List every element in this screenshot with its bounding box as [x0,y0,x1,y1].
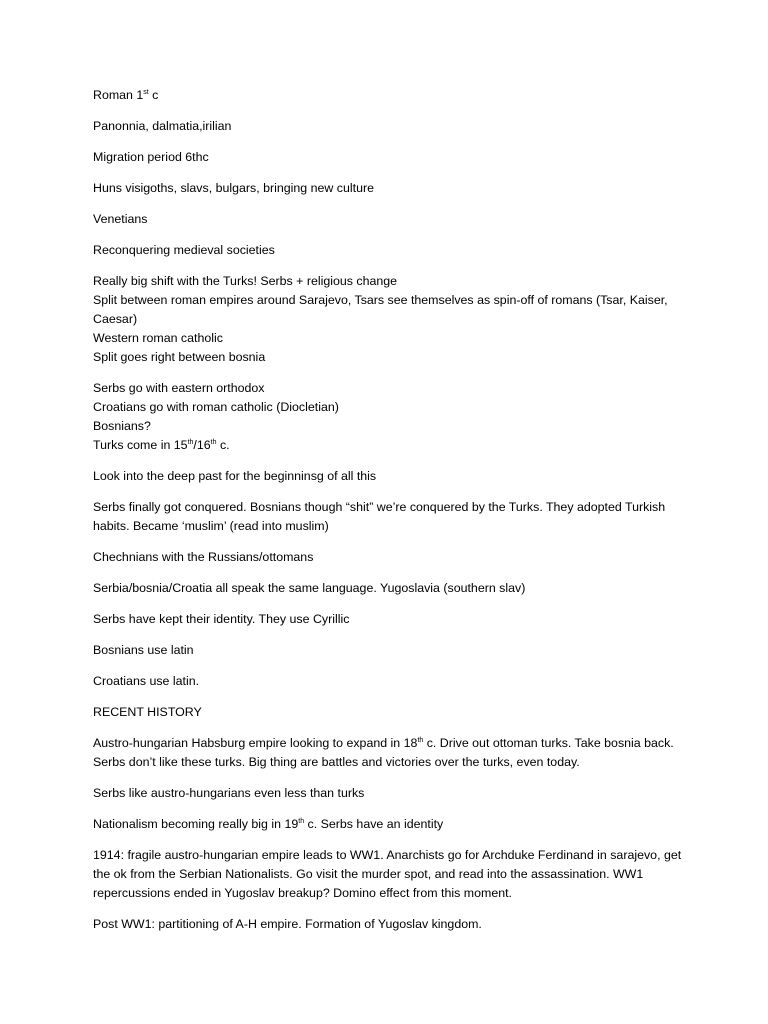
text-segment: Croatians go with roman catholic (Diocletian) [93,400,339,414]
text-line [93,579,683,598]
text-segment: c. [216,438,230,452]
paragraph [93,579,683,598]
paragraph [93,915,683,934]
paragraph [93,272,683,367]
text-line [93,148,683,167]
text-segment: Venetians [93,212,148,226]
text-line [93,117,683,136]
text-line [93,417,683,436]
text-segment: 1914: fragile austro-hungarian empire leads to WW1. Anarchists go for Archduke Ferdinand in sarajevo, get the ok from the Serbian Nationalists. Go visit the murder spot, and read into the assassination. WW1 repercussions ended in Yugoslav breakup? Domino effect from this moment. [93,848,682,900]
text-line [93,241,683,260]
paragraph [93,815,683,834]
paragraph [93,610,683,629]
notes-body [93,86,683,946]
text-line [93,672,683,691]
text-segment: Post WW1: partitioning of A-H empire. Formation of Yugoslav kingdom. [93,917,482,931]
text-segment: Serbs go with eastern orthodox [93,381,265,395]
text-line [93,210,683,229]
text-line [93,86,683,105]
text-line [93,784,683,803]
text-line [93,815,683,834]
text-line [93,272,683,291]
paragraph [93,86,683,105]
text-line [93,641,683,660]
text-segment: Austro-hungarian Habsburg empire looking to expand in 18 [93,736,418,750]
paragraph [93,467,683,486]
paragraph [93,498,683,536]
paragraph [93,241,683,260]
superscript-text: th [187,439,194,446]
text-segment: c. Drive out ottoman turks. Take bosnia back. Serbs don’t like these turks. Big thing are battles and victories over the turks, even today. [93,736,674,769]
paragraph [93,117,683,136]
text-segment: Split between roman empires around Sarajevo, Tsars see themselves as spin-off of romans (Tsar, Kaiser, Caesar) [93,293,668,326]
text-segment: Really big shift with the Turks! Serbs + religious change [93,274,398,288]
text-segment: Serbia/bosnia/Croatia all speak the same language. Yugoslavia (southern slav) [93,581,526,595]
text-line [93,734,683,772]
paragraph [93,672,683,691]
text-line [93,846,683,903]
text-line [93,610,683,629]
text-segment: c [148,88,159,102]
paragraph [93,641,683,660]
superscript-text: th [210,439,217,446]
text-segment: Bosnians? [93,419,151,433]
text-segment: Western roman catholic [93,331,223,345]
paragraph [93,379,683,455]
text-segment: Migration period 6thc [93,150,209,164]
text-line [93,915,683,934]
paragraph [93,784,683,803]
paragraph [93,210,683,229]
text-line [93,467,683,486]
text-segment: Turks come in 15 [93,438,188,452]
text-line [93,291,683,329]
text-segment: Roman 1 [93,88,144,102]
text-segment: Nationalism becoming really big in 19 [93,817,299,831]
text-segment: c. Serbs have an identity [304,817,444,831]
text-line [93,548,683,567]
text-segment: Panonnia, dalmatia,irilian [93,119,232,133]
text-segment: Serbs finally got conquered. Bosnians though “shit” we’re conquered by the Turks. They adopted Turkish habits. Became ‘muslim’ (read into muslim) [93,500,666,533]
text-segment: Look into the deep past for the beginninsg of all this [93,469,377,483]
text-segment: Split goes right between bosnia [93,350,266,364]
paragraph [93,734,683,772]
text-segment: Serbs have kept their identity. They use Cyrillic [93,612,350,626]
text-line [93,498,683,536]
paragraph [93,548,683,567]
paragraph [93,179,683,198]
text-segment: Huns visigoths, slavs, bulgars, bringing new culture [93,181,374,195]
superscript-text: th [417,737,424,744]
text-line [93,398,683,417]
text-line [93,379,683,398]
text-line [93,348,683,367]
paragraph [93,148,683,167]
text-line [93,436,683,455]
text-segment: Bosnians use latin [93,643,194,657]
text-segment: RECENT HISTORY [93,705,202,719]
text-segment: Serbs like austro-hungarians even less than turks [93,786,365,800]
text-segment: /16 [193,438,211,452]
text-line [93,329,683,348]
text-line [93,703,683,722]
paragraph [93,846,683,903]
text-segment: Chechnians with the Russians/ottomans [93,550,314,564]
text-segment: Croatians use latin. [93,674,200,688]
text-line [93,179,683,198]
superscript-text: th [298,818,305,825]
paragraph [93,703,683,722]
superscript-text: st [143,89,149,96]
text-segment: Reconquering medieval societies [93,243,275,257]
